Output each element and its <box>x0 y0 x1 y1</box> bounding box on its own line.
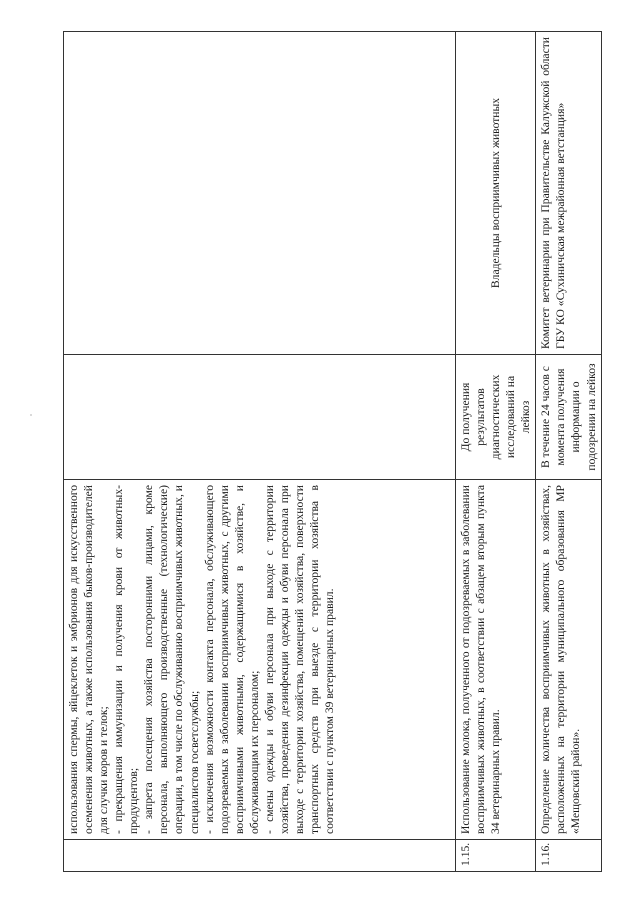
rotated-table-container <box>63 32 598 872</box>
measure-cell <box>536 480 601 840</box>
deadline-cell <box>64 355 456 480</box>
row-number: 1.16. <box>536 840 601 872</box>
row-number: 1.15. <box>456 840 536 872</box>
measure-text: Определение количества восприимчивых животных в хозяйствах, расположенных на территории муниципального образования МР «Мещовский район». <box>539 485 583 834</box>
measure-text: - исключения возможности контакта персонала, обслуживающего подозреваемых в заболевании восприимчивых животных, с другими восприимчивыми животными, содержащимися в хозяйстве, и обслуживающим их персоналом; <box>202 485 261 834</box>
measure-cell <box>456 480 536 840</box>
table-row <box>456 32 536 872</box>
measure-text: - прекращения иммунизации и получения крови от животных-продуцентов; <box>112 485 141 834</box>
table-row <box>536 32 601 872</box>
scan-speck <box>30 414 32 416</box>
responsible-cell: Владельцы восприимчивых животных <box>456 32 536 355</box>
measure-text: Использование молока, полученного от подозреваемых в заболевании восприимчивых животных, в соответствии с абзацем вторым пункта 34 ветеринарных правил. <box>459 485 503 834</box>
measures-table <box>63 31 602 872</box>
row-number <box>64 840 456 872</box>
measure-cell <box>64 480 456 840</box>
measure-text: использования спермы, яйцеклеток и эмбрионов для искусственного осеменения животных, а также использования быков-производителей для случки коров и телок; <box>67 485 111 834</box>
responsible-cell: Комитет ветеринарии при Правительстве Калужской области ГБУ КО «Сухиничская межрайонная ветстанция» <box>536 32 601 355</box>
responsible-cell <box>64 32 456 355</box>
table-row <box>64 32 456 872</box>
measure-text: - запрета посещения хозяйства посторонними лицами, кроме персонала, выполняющего производственные (технологические) операции, в том числе по обслуживанию восприимчивых животных, и специалистов госветслужбы; <box>142 485 201 834</box>
deadline-cell: В течение 24 часов с момента получения информации о подозрении на лейкоз <box>536 355 601 480</box>
measure-text: - смены одежды и обуви персонала при выходе с территории хозяйства, проведения дезинфекции одежды и обуви персонала при выходе с территории хозяйства, помещений хозяйства, поверхности транспортных средств при выезде с территории хозяйства в соответствии с пунктом 39 ветеринарных правил. <box>262 485 337 834</box>
deadline-cell: До получения результатов диагностических исследований на лейкоз <box>456 355 536 480</box>
